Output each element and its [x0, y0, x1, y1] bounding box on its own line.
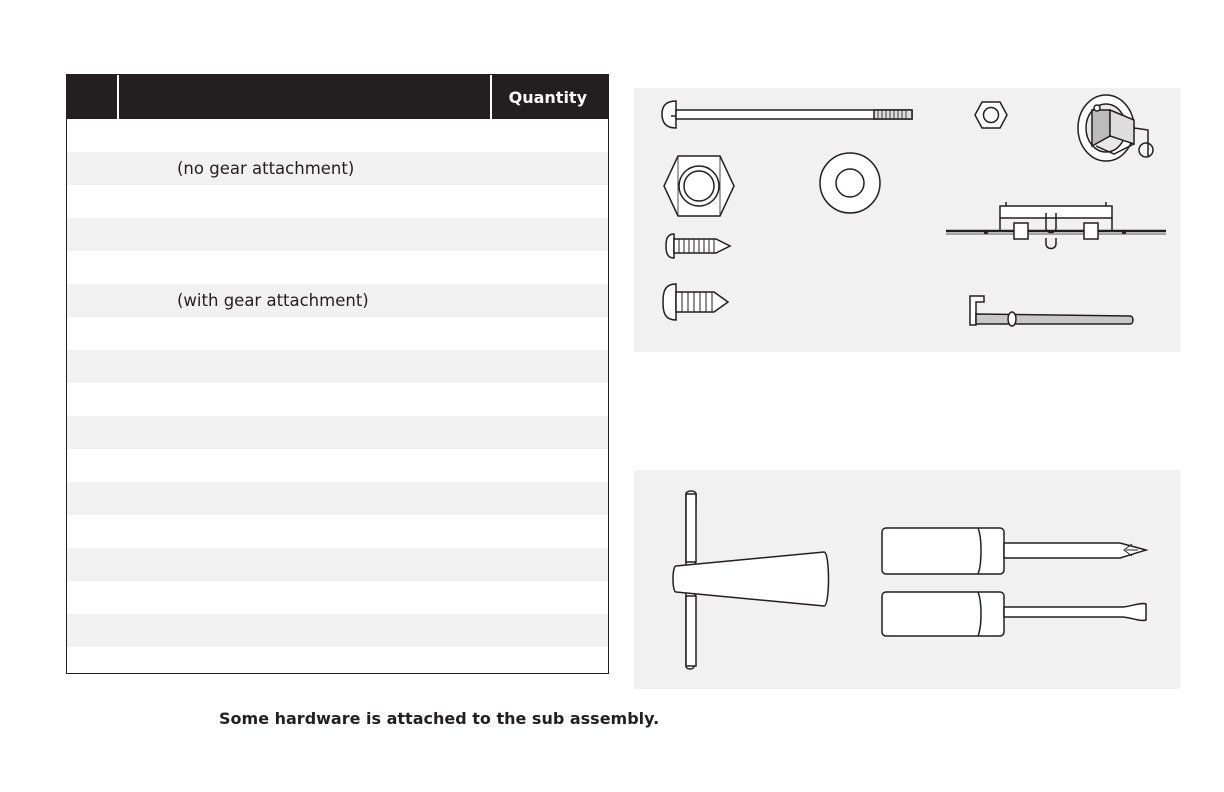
flat-washer-icon [820, 153, 880, 213]
table-row [67, 548, 608, 581]
large-hex-nut-icon [664, 156, 734, 216]
table-row [67, 449, 608, 482]
carriage-bolt-icon [662, 101, 912, 128]
header-divider [117, 75, 119, 119]
small-hex-nut-icon [975, 102, 1007, 128]
table-row [67, 152, 608, 185]
header-divider [490, 75, 492, 119]
hook-rod-icon [970, 296, 1133, 326]
table-row [67, 581, 608, 614]
parts-table-header [67, 75, 608, 119]
hardware-panel [634, 88, 1180, 352]
row-note: (with gear attachment) [177, 291, 369, 310]
phillips-screwdriver-icon [882, 528, 1146, 574]
tools-panel [634, 470, 1180, 689]
table-row [67, 350, 608, 383]
quantity-column-header: Quantity [508, 88, 587, 107]
table-row [67, 218, 608, 251]
table-row [67, 383, 608, 416]
table-row [67, 647, 608, 674]
table-row [67, 416, 608, 449]
table-row [67, 515, 608, 548]
footnote-text: Some hardware is attached to the sub assembly. [219, 709, 660, 728]
flathead-screwdriver-icon [882, 592, 1146, 636]
truss-head-screw-icon [663, 284, 728, 320]
table-row [67, 251, 608, 284]
table-row [67, 119, 608, 152]
pan-head-screw-icon [666, 234, 730, 258]
t-handle-wrench-icon [673, 491, 829, 669]
parts-table-body [67, 119, 608, 674]
table-row [67, 284, 608, 317]
table-row [67, 614, 608, 647]
gear-attachment-icon [1078, 95, 1153, 161]
table-row [67, 185, 608, 218]
parts-table [66, 74, 609, 674]
mounting-bracket-icon [946, 202, 1166, 249]
table-row [67, 317, 608, 350]
table-row [67, 482, 608, 515]
row-note: (no gear attachment) [177, 159, 355, 178]
